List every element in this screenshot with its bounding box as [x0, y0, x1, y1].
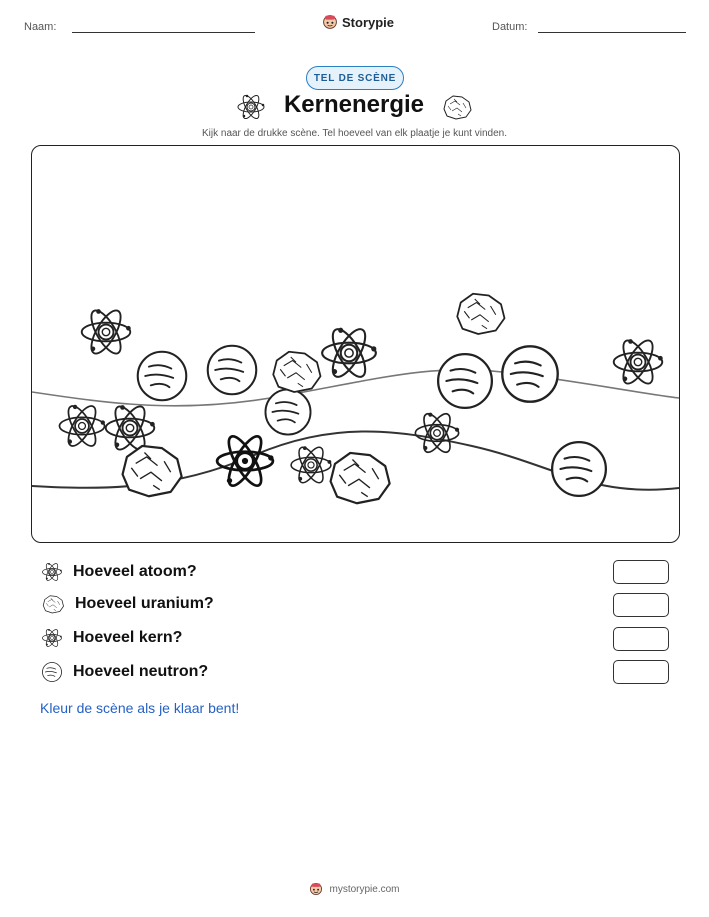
neutron-icon	[41, 661, 63, 683]
coloring-instruction: Kleur de scène als je klaar bent!	[40, 700, 240, 716]
question-row-uranium	[41, 594, 214, 614]
nucleus-icon	[217, 432, 273, 490]
neutron-icon	[265, 389, 310, 434]
question-text: Hoeveel uranium?	[75, 595, 214, 612]
neutron-icon	[438, 354, 492, 408]
question-row-nucleus	[41, 627, 182, 649]
atom-icon	[291, 444, 331, 486]
name-field[interactable]	[72, 32, 255, 33]
atom-icon	[59, 402, 105, 450]
storypie-mascot-icon	[322, 14, 338, 30]
question-text: Hoeveel kern?	[73, 629, 183, 646]
question-text: Hoeveel atoom?	[73, 563, 197, 580]
answer-box-nucleus[interactable]	[613, 627, 669, 651]
brand-logo	[322, 14, 394, 30]
footer-site: mystorypie.com	[329, 883, 400, 895]
atom-icon	[322, 325, 376, 382]
answer-box-neutron[interactable]	[613, 660, 669, 684]
nucleus-icon	[41, 627, 63, 649]
date-label: Datum:	[492, 21, 528, 33]
neutron-icon	[208, 346, 257, 395]
atom-icon	[614, 336, 663, 387]
brand-name: Storypie	[342, 14, 395, 30]
question-row-neutron	[41, 661, 208, 683]
date-field[interactable]	[538, 32, 686, 33]
storypie-mascot-icon	[309, 882, 323, 896]
uranium-rock-icon	[441, 93, 473, 121]
atom-icon	[82, 306, 131, 357]
uranium-rock-icon	[41, 594, 65, 614]
neutron-icon	[138, 352, 187, 401]
counting-scene[interactable]	[31, 145, 680, 543]
atom-icon	[415, 410, 459, 456]
answer-box-uranium[interactable]	[613, 593, 669, 617]
uranium-rock-icon	[331, 453, 390, 503]
page-footer	[0, 882, 709, 896]
question-row-atom	[41, 561, 197, 583]
scene-illustration	[32, 146, 679, 542]
question-text: Hoeveel neutron?	[73, 663, 209, 680]
name-label: Naam:	[24, 21, 57, 33]
activity-badge: TEL DE SCÈNE	[306, 66, 404, 90]
neutron-icon	[502, 346, 557, 401]
uranium-rock-icon	[123, 446, 182, 496]
page-subtitle: Kijk naar de drukke scène. Tel hoeveel van elk plaatje je kunt vinden.	[201, 128, 507, 139]
uranium-rock-icon	[273, 352, 320, 392]
uranium-rock-icon	[457, 294, 504, 334]
page-title: Kernenergie	[283, 91, 425, 118]
atom-icon	[41, 561, 63, 583]
answer-box-atom[interactable]	[613, 560, 669, 584]
neutron-icon	[552, 442, 606, 496]
